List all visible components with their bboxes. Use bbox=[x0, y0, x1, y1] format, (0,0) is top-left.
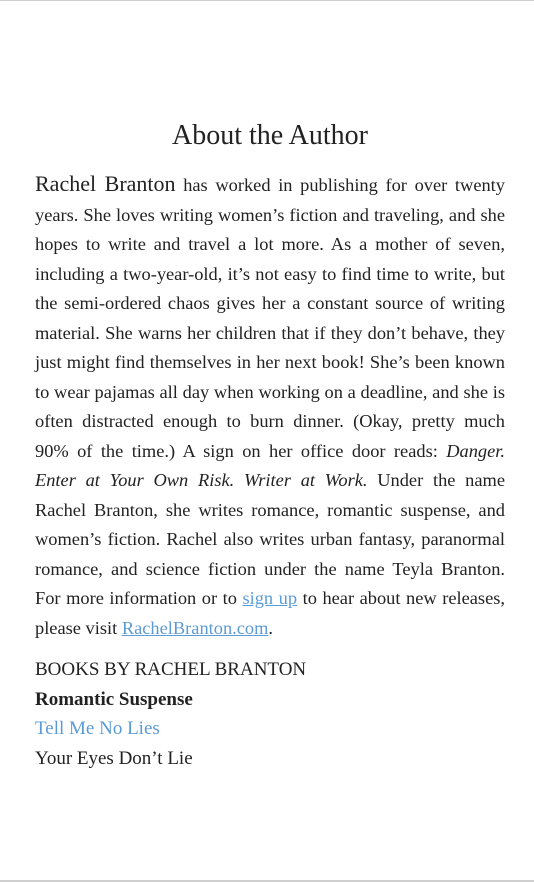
bio-text-3: to hear about new releases, please visit bbox=[35, 588, 505, 638]
bio-text-4: . bbox=[268, 617, 274, 638]
genre-heading: Romantic Suspense bbox=[35, 688, 193, 710]
bio-text-1: has worked in publishing for over twenty years. She loves writing women’s fiction and traveling, and she hopes to write and travel a lot more. As a mother of seven, including a two-year-old, it’s not easy to find time to write, but the semi-ordered chaos gives her a constant source of writing material. She warns her children that if they don’t behave, they just might find themselves in her next book! She’s been known to wear pajamas all day when working on a deadline, and she is often distracted enough to burn dinner. (Okay, pretty much 90% of the time.) A sign on her office door reads: bbox=[35, 175, 505, 461]
about-author-page bbox=[35, 118, 505, 773]
bio-text-2: Under the name Rachel Branton, she writes romance, romantic suspense, and women’s fiction. Rachel also writes urban fantasy, paranormal romance, and science fiction under the name Teyla Branton. For more information or to bbox=[35, 470, 506, 608]
page-top-edge bbox=[0, 0, 534, 1]
author-bio bbox=[35, 169, 505, 643]
signup-link[interactable]: sign up bbox=[242, 588, 298, 608]
books-heading: BOOKS BY RACHEL BRANTON bbox=[35, 659, 307, 680]
books-list bbox=[35, 655, 505, 773]
website-link[interactable]: RachelBranton.com bbox=[121, 617, 269, 638]
office-sign-text: Danger. Enter at Your Own Risk. Writer at Work. bbox=[35, 440, 505, 490]
author-name: Rachel Branton bbox=[35, 171, 176, 196]
book-title-link[interactable]: Tell Me No Lies bbox=[35, 718, 160, 739]
book-title: Your Eyes Don’t Lie bbox=[35, 747, 193, 769]
page-title: About the Author bbox=[172, 120, 368, 151]
